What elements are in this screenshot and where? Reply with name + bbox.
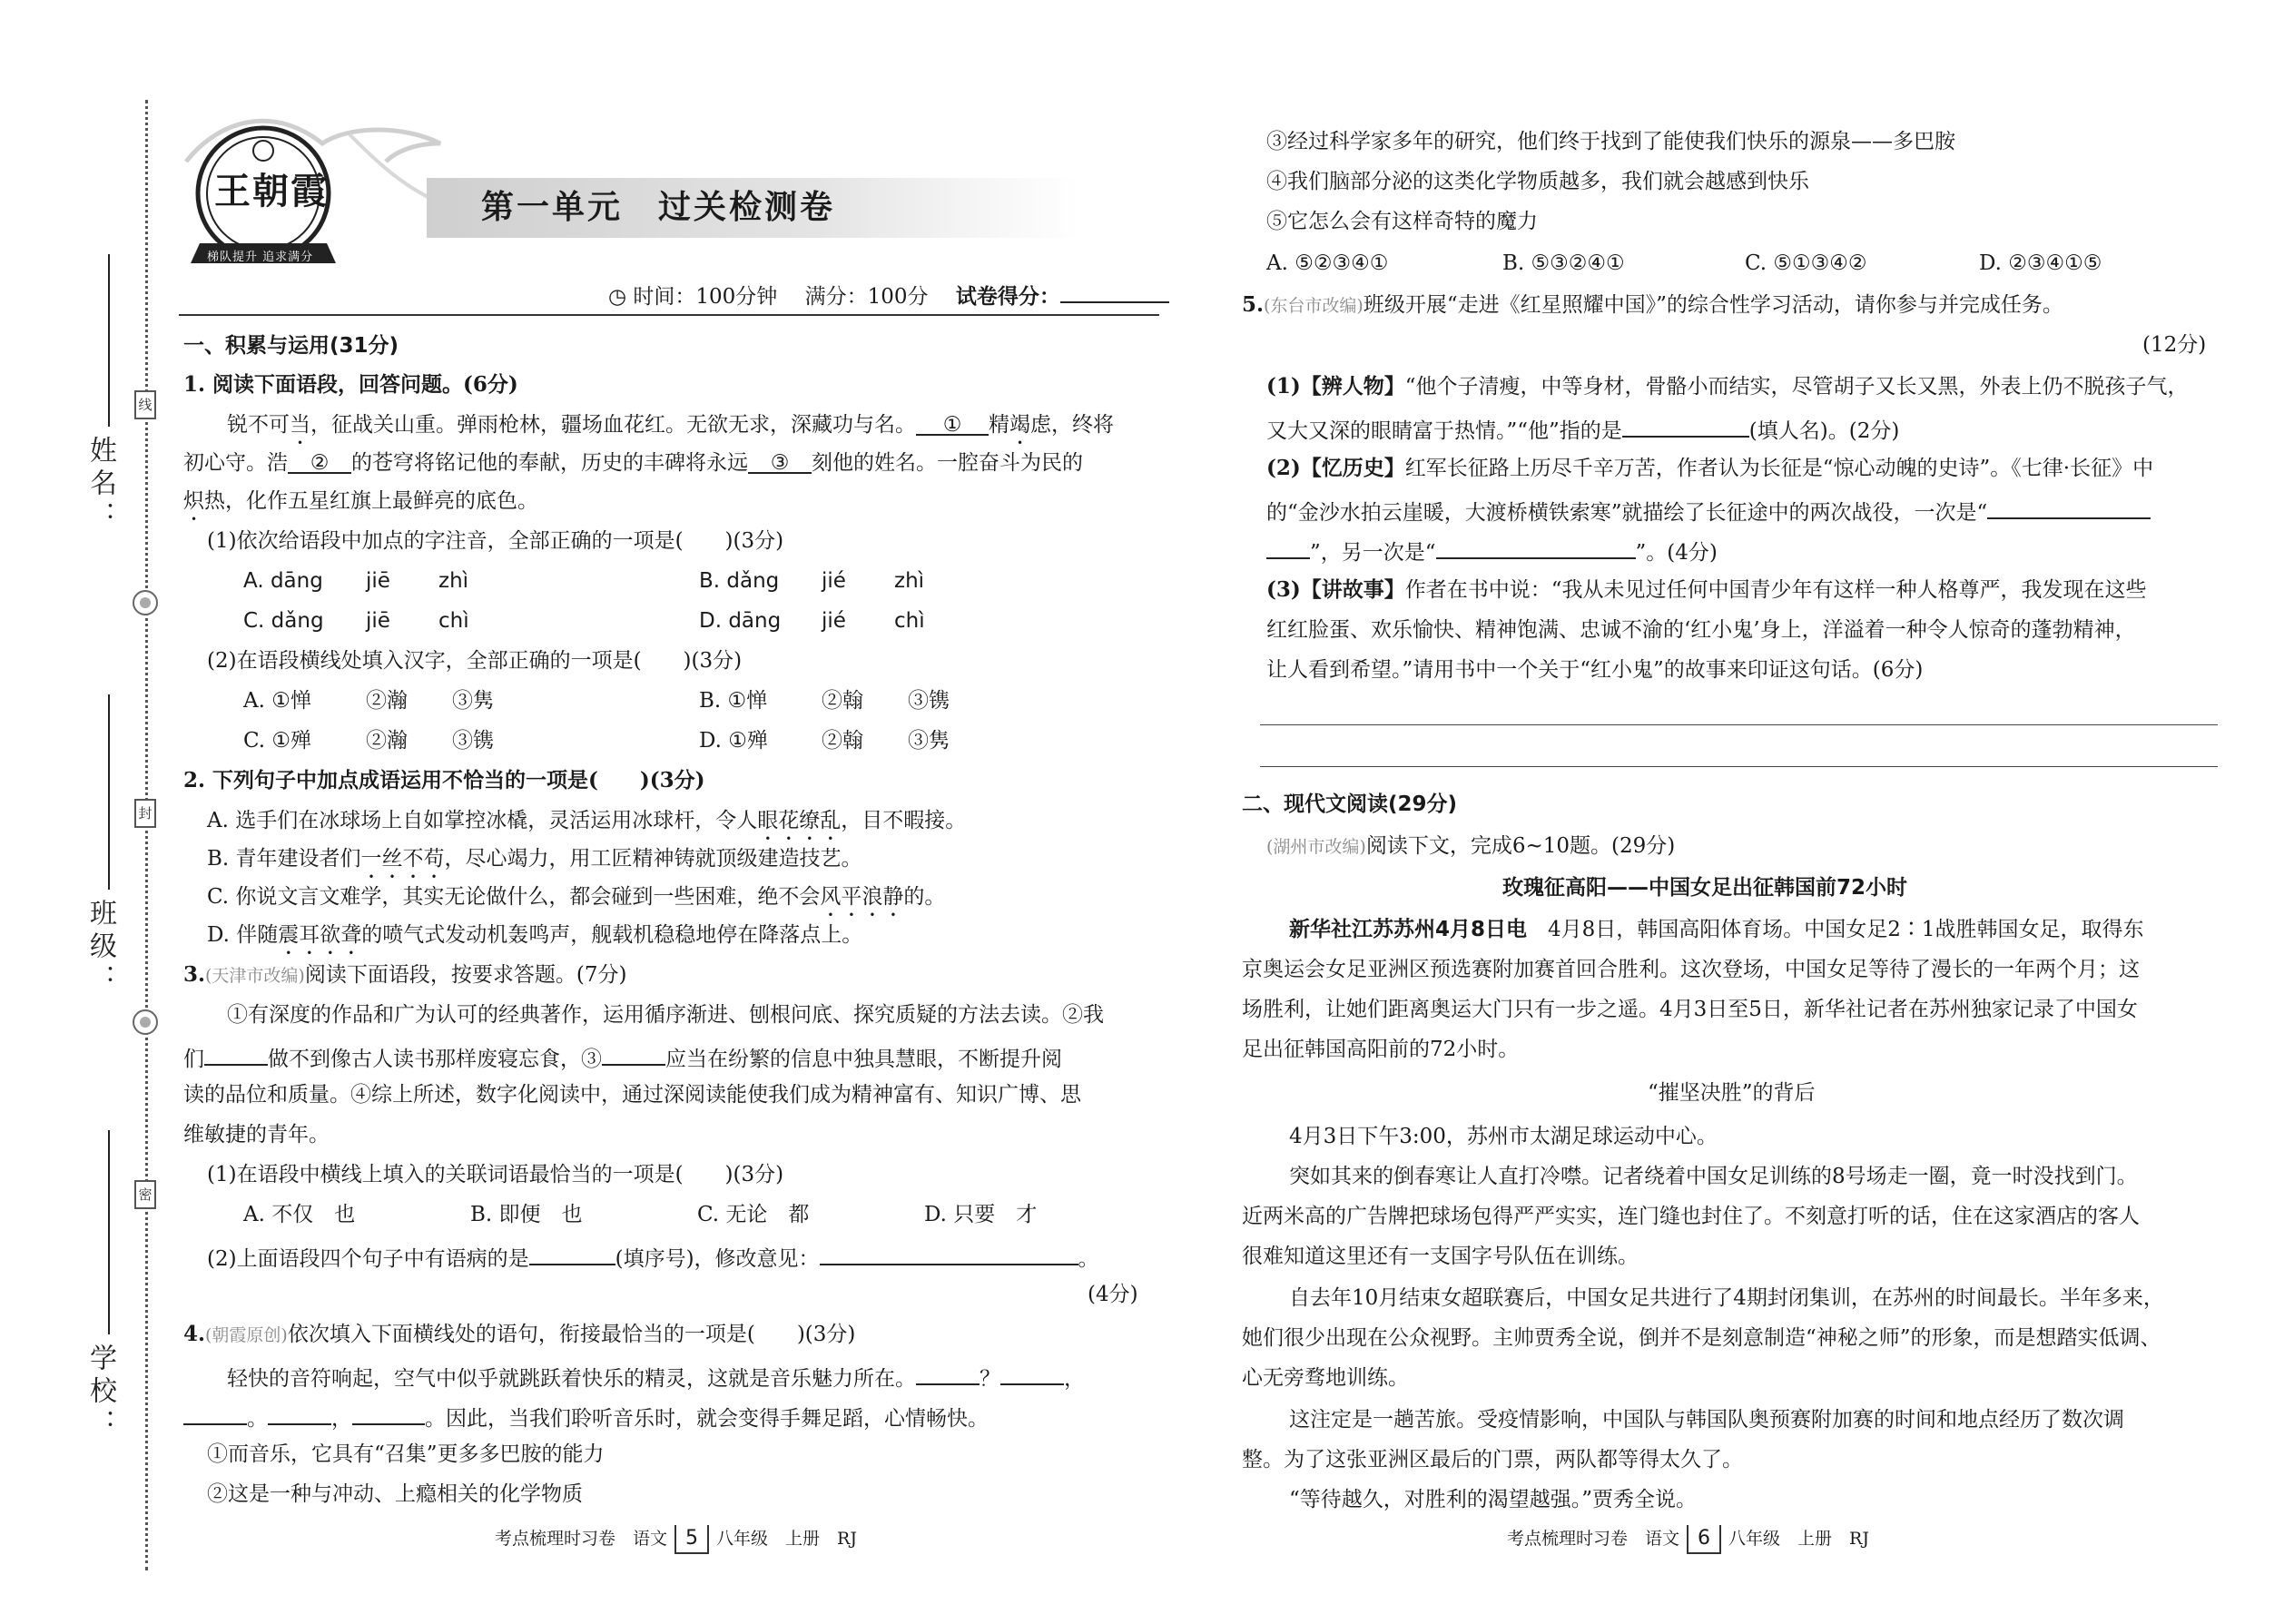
logo-ribbon: 梯队提升 追求满分 xyxy=(207,251,314,264)
header-divider xyxy=(179,314,1159,316)
article-p5-line2: 整。为了这张亚洲区最后的门票，两队都等得太久了。 xyxy=(1242,1448,1743,1471)
q4-blank-3[interactable] xyxy=(183,1400,247,1425)
class-fill-line[interactable] xyxy=(108,694,110,890)
article-title: 玫瑰征高阳——中国女足出征韩国前72小时 xyxy=(1502,876,1908,900)
q4-item-5: ⑤它怎么会有这样奇特的魔力 xyxy=(1266,210,1538,233)
q5-battle-blank-2[interactable] xyxy=(1436,534,1636,559)
q4-item-2: ②这是一种与冲动、上瘾相关的化学物质 xyxy=(207,1482,583,1506)
q3-option-d[interactable]: D. 只要 才 xyxy=(924,1203,1038,1226)
article-p4-line3: 心无旁骛地训练。 xyxy=(1242,1366,1409,1390)
q3-passage-line1: ①有深度的作品和广为认可的经典著作，运用循序渐进、刨根问底、探究质疑的方法去读。②我 xyxy=(227,1003,1104,1027)
q1-passage-line1: 锐不可当，征战关山重。弹雨枪林，疆场血花红。无欲无求，深藏功与名。 ① 精竭虑，终将 xyxy=(227,410,1114,449)
q5-score: (12分) xyxy=(2142,333,2207,357)
q5-sub1-line1: (1)【辨人物】“他个子清瘦，中等身材，骨骼小而结实，尽管胡子又长又黑，外表上仍不脱孩子气， xyxy=(1266,374,2189,399)
name-label: 姓名： xyxy=(84,436,116,534)
q3-option-c[interactable]: C. 无论 都 xyxy=(697,1203,810,1226)
q5-sub3-line3: 让人看到希望。”请用书中一个关于“红小鬼”的故事来印证这句话。(6分) xyxy=(1266,658,1924,682)
page-number-left: 5 xyxy=(674,1525,709,1554)
q3-blank-2[interactable] xyxy=(602,1040,665,1066)
q1-sub1: (1)依次给语段中加点的字注音，全部正确的一项是( )(3分) xyxy=(207,529,784,553)
exam-meta: ◷ 时间：100分钟 满分：100分 试卷得分： xyxy=(608,278,1169,311)
school-label: 学校： xyxy=(84,1343,116,1442)
q5-answer-line-1[interactable] xyxy=(1260,724,2218,725)
q1-sub2: (2)在语段横线处填入汉字，全部正确的一项是( )(3分) xyxy=(207,649,743,673)
q2-option-a[interactable]: A. 选手们在冰球场上自如掌控冰橇，灵活运用冰球杆，令人眼花缭乱，目不暇接。 xyxy=(207,809,967,832)
binding-dashed-line xyxy=(145,100,148,1570)
q1-sub1-option-a[interactable]: A. dāng jiē zhì xyxy=(243,569,469,593)
q1-sub2-option-d[interactable]: D. ①殚 ②翰 ③隽 xyxy=(699,729,950,753)
q1-passage-line2: 初心守。浩 ② 的苍穹将铭记他的奉献，历史的丰碑将永远 ③ 刻他的姓名。一腔奋斗为民的 xyxy=(183,448,1083,477)
article-p1-line2: 场胜利，让她们距离奥运大门只有一步之遥。4月3日至5日，新华社记者在苏州独家记录了中国女 xyxy=(1242,998,2138,1021)
q4-option-d[interactable]: D. ②③④①⑤ xyxy=(1979,251,2102,275)
q4-blank-1[interactable] xyxy=(916,1360,980,1385)
q4-blank-5[interactable] xyxy=(352,1400,425,1425)
binder-hole-2 xyxy=(133,1009,158,1035)
q4-stem: 4.(朝霞原创)依次填入下面横线处的语句，衔接最恰当的一项是( )(3分) xyxy=(183,1322,856,1346)
class-label: 班级： xyxy=(84,899,116,997)
q1-blank-1[interactable]: ① xyxy=(916,410,989,436)
q2-stem: 2. 下列句子中加点成语运用不恰当的一项是( )(3分) xyxy=(183,768,705,792)
name-fill-line[interactable] xyxy=(108,254,110,427)
q2-option-c[interactable]: C. 你说文言文难学，其实无论做什么，都会碰到一些困难，绝不会风平浪静的。 xyxy=(207,885,946,909)
q3-sub1: (1)在语段中横线上填入的关联词语最恰当的一项是( )(3分) xyxy=(207,1163,784,1186)
q3-revision-blank[interactable] xyxy=(820,1240,1078,1265)
q1-sub2-option-a[interactable]: A. ①惮 ②瀚 ③隽 xyxy=(243,689,494,713)
q4-item-1: ①而音乐，它具有“召集”更多多巴胺的能力 xyxy=(207,1442,605,1466)
q4-item-4: ④我们脑部分泌的这类化学物质越多，我们就会越感到快乐 xyxy=(1266,170,1809,193)
article-p3-line1: 突如其来的倒春寒让人直打冷噤。记者绕着中国女足训练的8号场走一圈，竟一时没找到门。 xyxy=(1289,1165,2138,1188)
binder-hole-1 xyxy=(133,590,158,615)
article-p4-line2: 她们很少出现在公众视野。主帅贾秀全说，倒并不是刻意制造“神秘之师”的形象，而是想踏实低调、 xyxy=(1242,1326,2161,1350)
q1-blank-2[interactable]: ② xyxy=(288,448,351,474)
q1-sub2-option-b[interactable]: B. ①惮 ②翰 ③镌 xyxy=(699,689,950,713)
q3-score: (4分) xyxy=(1088,1283,1138,1306)
article-p1-line1: 京奥运会女足亚洲区预选赛附加赛首回合胜利。这次登场，中国女足等待了漫长的一年两个月；这 xyxy=(1242,958,2140,981)
article-p1-line3: 足出征韩国高阳前的72小时。 xyxy=(1242,1038,1520,1061)
q5-sub2-line3: ”，另一次是“ ”。(4分) xyxy=(1266,534,1718,567)
q3-option-a[interactable]: A. 不仅 也 xyxy=(243,1203,356,1226)
q1-passage-line3: 炽热，化作五星红旗上最鲜亮的底色。 xyxy=(183,489,538,513)
q4-blank-2[interactable] xyxy=(1000,1360,1064,1385)
q4-option-b[interactable]: B. ⑤③②④① xyxy=(1502,251,1625,275)
q1-sub1-option-d[interactable]: D. dāng jié chì xyxy=(699,609,925,633)
article-p5-line1: 这注定是一趟苦旅。受疫情影响，中国队与韩国队奥预赛附加赛的时间和地点经历了数次调 xyxy=(1289,1408,2124,1432)
reading-stem: (湖州市改编)阅读下文，完成6~10题。(29分) xyxy=(1266,834,1676,858)
q5-sub1-line2: 又大又深的眼睛富于热情。”“他”指的是 (填人名)。(2分) xyxy=(1266,412,1899,446)
section-2-heading: 二、现代文阅读(29分) xyxy=(1242,792,1458,816)
q1-sub1-option-b[interactable]: B. dǎng jié zhì xyxy=(699,569,925,593)
q3-blank-1[interactable] xyxy=(204,1040,268,1066)
article-subhead: “摧坚决胜”的背后 xyxy=(1648,1081,1816,1105)
q4-passage-line2: 。 ， 。因此，当我们聆听音乐时，就会变得手舞足蹈，心情畅快。 xyxy=(183,1400,989,1433)
q3-passage-line2: 们 做不到像古人读书那样废寝忘食，③ 应当在纷繁的信息中独具慧眼，不断提升阅 xyxy=(183,1040,1062,1074)
clock-icon: ◷ xyxy=(608,285,627,309)
q5-answer-line-2[interactable] xyxy=(1260,766,2218,767)
q2-option-d[interactable]: D. 伴随震耳欲聋的喷气式发动机轰鸣声，舰载机稳稳地停在降落点上。 xyxy=(207,923,863,947)
q3-answer-blank[interactable] xyxy=(529,1240,615,1265)
q5-sub3-line2: 红红脸蛋、欢乐愉快、精神饱满、忠诚不渝的‘红小鬼’身上，洋溢着一种令人惊奇的蓬勃精神， xyxy=(1266,618,2136,642)
binder-mark-seal: 封 xyxy=(134,799,156,828)
q4-passage-line1: 轻快的音符响起，空气中似乎就跳跃着快乐的精灵，这就是音乐魅力所在。 ？ ， xyxy=(227,1360,1085,1393)
article-p3-line2: 近两米高的广告牌把球场包得严严实实，连门缝也封住了。不刻意打听的话，住在这家酒店的客人 xyxy=(1242,1205,2140,1228)
q5-battle-blank-1[interactable] xyxy=(1987,494,2151,519)
q4-option-c[interactable]: C. ⑤①③④② xyxy=(1745,251,1867,275)
article-p6: “等待越久，对胜利的渴望越强。”贾秀全说。 xyxy=(1289,1488,1698,1511)
q3-option-b[interactable]: B. 即便 也 xyxy=(470,1203,583,1226)
q5-person-blank[interactable] xyxy=(1622,412,1749,438)
page-number-right: 6 xyxy=(1687,1525,1721,1554)
school-fill-line[interactable] xyxy=(108,1130,110,1334)
q1-sub2-option-c[interactable]: C. ①殚 ②瀚 ③镌 xyxy=(243,729,494,753)
q4-blank-4[interactable] xyxy=(268,1400,331,1425)
q5-sub2-line1: (2)【忆历史】红军长征路上历尽千辛万苦，作者认为长征是“惊心动魄的史诗”。《七律·长征》中 xyxy=(1266,456,2154,480)
page-title: 第一单元 过关检测卷 xyxy=(481,189,836,226)
q3-stem: 3.(天津市改编)阅读下面语段，按要求答题。(7分) xyxy=(183,962,627,987)
binder-mark-secret: 密 xyxy=(134,1180,156,1209)
q1-stem: 1. 阅读下面语段，回答问题。(6分) xyxy=(183,372,518,397)
q5-sub3-line1: (3)【讲故事】作者在书中说：“我从未见过任何中国青少年有这样一种人格尊严，我发现在这些 xyxy=(1266,577,2147,602)
q3-passage-line4: 维敏捷的青年。 xyxy=(183,1123,330,1147)
footer-left: 考点梳理时习卷 语文 5 八年级 上册 RJ xyxy=(495,1525,857,1554)
q5-stem: 5.(东台市改编)班级开展“走进《红星照耀中国》”的综合性学习活动，请你参与并完成任务。 xyxy=(1242,292,2063,317)
q4-item-3: ③经过科学家多年的研究，他们终于找到了能使我们快乐的源泉——多巴胺 xyxy=(1266,130,1955,153)
q3-sub2: (2)上面语段四个句子中有语病的是 (填序号)，修改意见： 。 xyxy=(207,1240,1099,1274)
q2-option-b[interactable]: B. 青年建设者们一丝不苟，尽心竭力，用工匠精神铸就顶级建造技艺。 xyxy=(207,847,862,871)
q3-passage-line3: 读的品位和质量。④综上所述，数字化阅读中，通过深阅读能使我们成为精神富有、知识广博、思 xyxy=(183,1083,1081,1107)
article-p2: 4月3日下午3:00，苏州市太湖足球运动中心。 xyxy=(1289,1125,1718,1148)
section-1-heading: 一、积累与运用(31分) xyxy=(183,334,399,358)
q1-blank-3[interactable]: ③ xyxy=(748,448,812,474)
q1-sub1-option-c[interactable]: C. dǎng jiē chì xyxy=(243,609,469,633)
q4-option-a[interactable]: A. ⑤②③④① xyxy=(1266,251,1389,275)
article-p4-line1: 自去年10月结束女超联赛后，中国女足共进行了4期封闭集训，在苏州的时间最长。半年多来， xyxy=(1289,1286,2164,1310)
binder-mark-line: 线 xyxy=(134,390,156,419)
q5-sub2-line2: 的“金沙水拍云崖暖，大渡桥横铁索寒”就描绘了长征途中的两次战役，一次是“ xyxy=(1266,494,2151,527)
article-lead: 新华社江苏苏州4月8日电 4月8日，韩国高阳体育场。中国女足2∶1战胜韩国女足，取得东 xyxy=(1289,918,2144,941)
footer-right: 考点梳理时习卷 语文 6 八年级 上册 RJ xyxy=(1507,1525,1869,1554)
article-p3-line3: 很难知道这里还有一支国字号队伍在训练。 xyxy=(1242,1245,1639,1268)
logo-text: 王朝霞 xyxy=(214,170,329,212)
